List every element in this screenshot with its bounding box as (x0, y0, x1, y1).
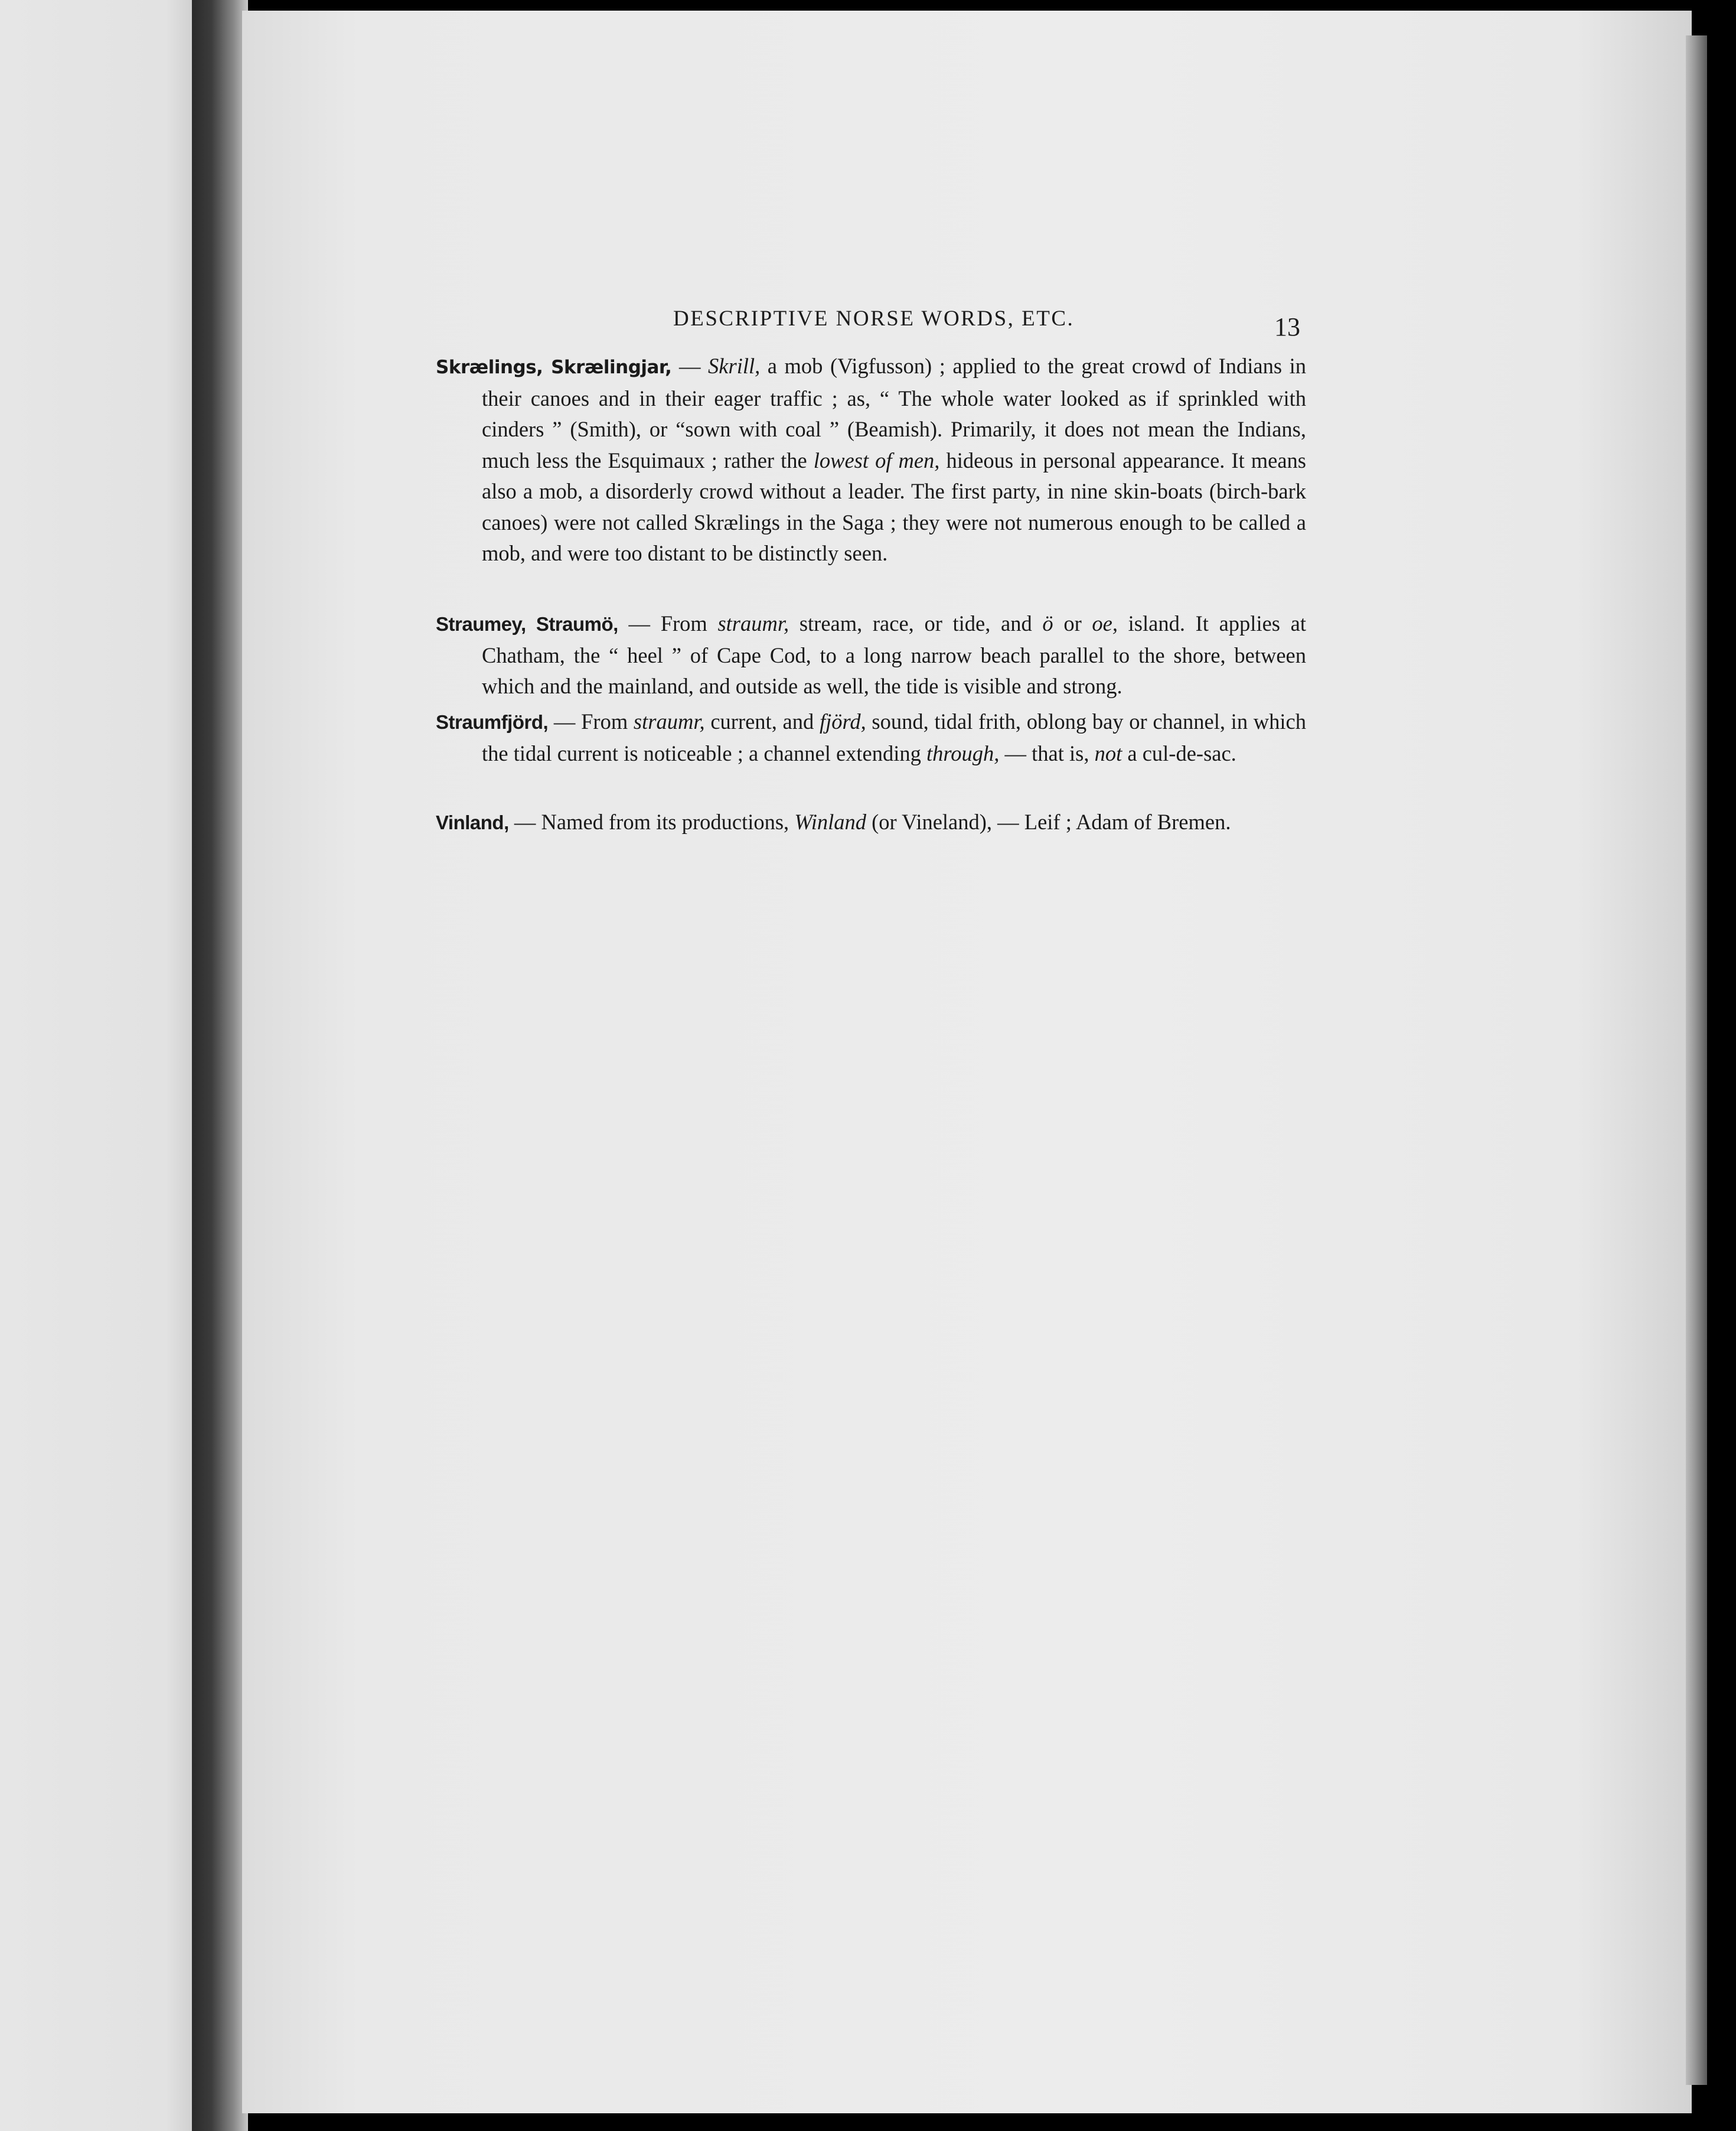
left-page-edge (0, 0, 195, 2131)
glossary-entry-straumfjord (436, 706, 1306, 769)
glossary-entry-vinland (436, 807, 1306, 839)
glossary-entry-straumey (436, 608, 1306, 702)
headword: Skrælings, Skrælingjar, (436, 357, 672, 378)
running-head: DESCRIPTIVE NORSE WORDS, ETC. (673, 307, 1075, 331)
entry-text: current, and (704, 709, 820, 734)
entry-text: island. It applies at Chatham, the “ heel ” of Cape Cod, to a long narrow beach parallel to the shore, between which and the mainland, and outside as well, the tide is visible and strong. (482, 611, 1306, 698)
entry-text: — that is, (999, 741, 1095, 765)
entry-italic: fjörd, (819, 709, 866, 734)
entry-text: — From (548, 709, 634, 734)
entry-text: — (679, 354, 709, 378)
glossary-entry-skraelings (436, 351, 1306, 569)
entry-italic: straumr, (717, 611, 789, 636)
page-number: 13 (1274, 312, 1300, 341)
book-gutter (192, 0, 248, 2131)
page-fore-edge (1686, 35, 1707, 2085)
entry-text: or (1053, 611, 1092, 636)
entry-italic: straumr, (633, 709, 705, 734)
entry-italic: Skrill, (708, 354, 761, 378)
headword: Straumey, Straumö, (436, 613, 618, 635)
entry-italic: through, (926, 741, 1000, 765)
entry-text: hideous in personal appearance. It means also a mob, a disorderly crowd without a leader. The first party, in nine skin-boats (birch-bark canoes) were not called Skrælings in the Saga ; they were not numerous enough to be called a mob, and were too distant to be distinctly seen. (482, 448, 1307, 565)
entry-italic: Winland (794, 810, 866, 834)
entry-italic: oe, (1092, 611, 1118, 636)
headword: Vinland, (436, 812, 509, 833)
entry-text: (or Vineland), — Leif ; Adam of Bremen. (866, 810, 1231, 834)
entry-text: stream, race, or tide, and (789, 611, 1043, 636)
entry-italic: ö (1042, 611, 1053, 636)
entry-text: — From (618, 611, 718, 636)
headword: Straumfjörd, (436, 711, 549, 733)
entry-text: — Named from its productions, (508, 810, 795, 834)
entry-text: sound, tidal frith, oblong bay or channel, in which the tidal current is noticeable ; a channel extending (482, 709, 1306, 765)
entry-text: a cul-de-sac. (1122, 741, 1236, 765)
entry-text: a mob (Vigfusson) ; applied to the great crowd of Indians in their canoes and in their eager traffic ; as, “ The whole water looked as if sprinkled with cinders ” (Smith), or “sown with coal ” (Beamish). Primarily, it does not mean the Indians, much less the Esquimaux ; rather the (482, 354, 1306, 473)
entry-italic: not (1094, 741, 1122, 765)
entry-italic: lowest of men, (813, 448, 940, 473)
